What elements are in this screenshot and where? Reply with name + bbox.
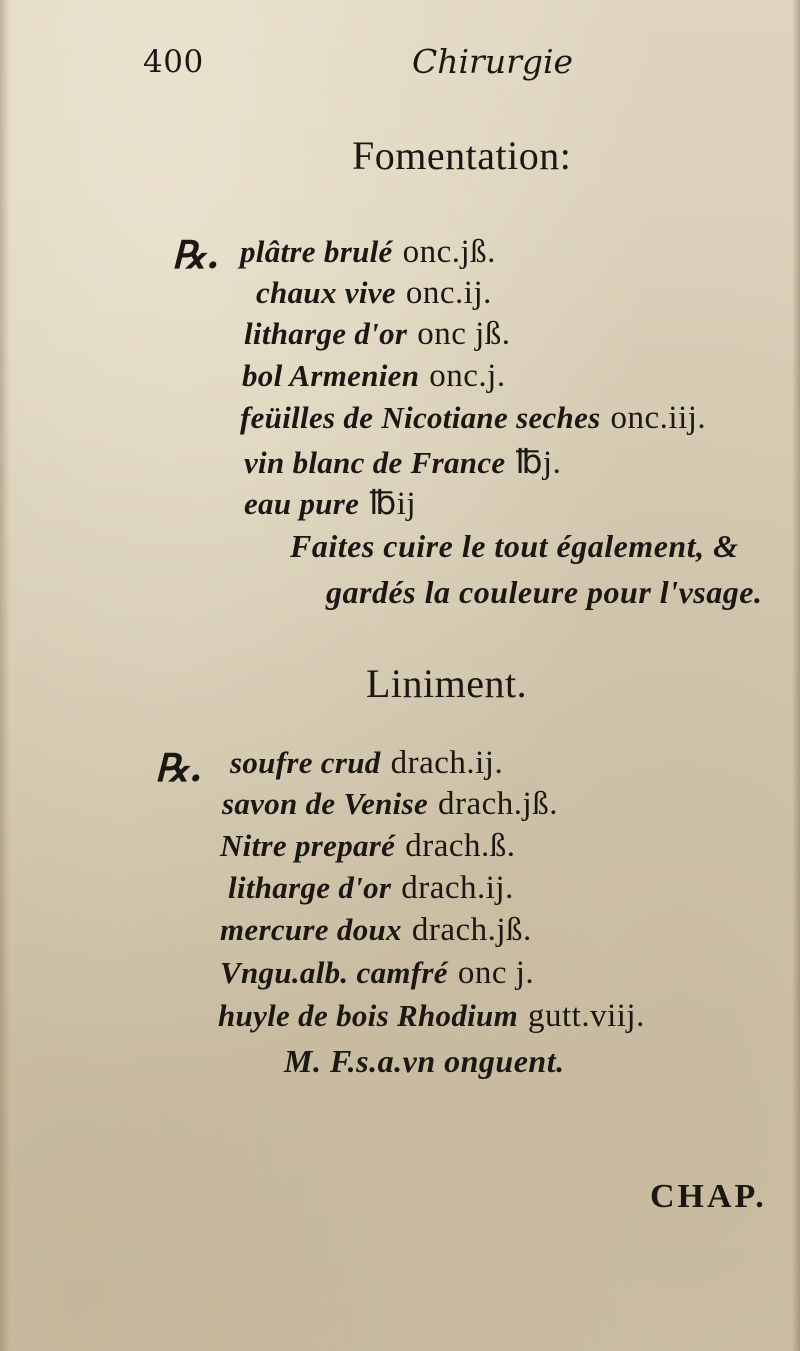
ingredient-quantity: drach.ij. <box>390 745 504 781</box>
instruction-line: gardés la couleure pour l'vsage. <box>326 574 763 610</box>
ingredient-name: eau pure <box>244 486 360 521</box>
ingredient-line <box>230 745 503 782</box>
ingredient-line <box>228 870 514 907</box>
ingredient-line <box>220 912 532 949</box>
ingredient-line <box>244 442 561 482</box>
ingredient-quantity: onc.j. <box>429 358 506 394</box>
ingredient-name: chaux vive <box>256 275 396 310</box>
ingredient-name: mercure doux <box>220 912 402 947</box>
ingredient-quantity: onc j. <box>457 955 535 991</box>
instruction-line: Faites cuire le tout également, & <box>290 528 739 564</box>
ingredient-name: feüilles de Nicotiane seches <box>240 400 601 435</box>
ingredient-name: savon de Venise <box>222 786 428 821</box>
ingredient-quantity: drach.ß. <box>405 828 516 864</box>
ingredient-quantity: drach.jß. <box>411 912 532 948</box>
page-edge-shadow-right <box>792 0 800 1351</box>
ingredient-line <box>240 400 706 437</box>
ingredient-name: litharge d'or <box>244 316 408 351</box>
ingredient-quantity: onc.iij. <box>610 400 707 436</box>
ingredient-quantity: drach.jß. <box>438 786 558 822</box>
catchword: CHAP. <box>650 1178 767 1215</box>
ingredient-name: soufre crud <box>230 745 381 780</box>
ingredient-line <box>242 358 506 395</box>
ingredient-line <box>240 234 496 271</box>
ingredient-quantity: ℔ij <box>369 486 417 522</box>
ingredient-quantity: onc.jß. <box>402 234 496 270</box>
ingredient-line <box>244 316 511 353</box>
recipe-mark-liniment: ℞. <box>155 745 203 790</box>
ingredient-quantity: onc.ij. <box>405 275 492 311</box>
ingredient-line <box>244 483 416 523</box>
ingredient-name: huyle de bois Rhodium <box>218 998 518 1033</box>
ingredient-quantity: drach.ij. <box>401 870 514 906</box>
section-title-fomentation: Fomentation: <box>352 133 572 178</box>
instruction-line: M. F.s.a.vn onguent. <box>284 1043 565 1079</box>
ingredient-quantity: gutt.viij. <box>527 998 645 1034</box>
ingredient-name: bol Armenien <box>242 358 420 393</box>
ingredient-name: Vngu.alb. camfré <box>220 955 448 990</box>
ingredient-line <box>220 955 534 992</box>
section-title-liniment: Liniment. <box>366 661 528 706</box>
ingredient-name: Nitre preparé <box>220 828 396 863</box>
ingredient-name: plâtre brulé <box>240 234 393 269</box>
running-head: Chirurgie <box>412 42 574 81</box>
ingredient-name: vin blanc de France <box>244 445 506 480</box>
recipe-mark-fomentation: ℞. <box>172 232 220 277</box>
ingredient-name: litharge d'or <box>228 870 392 905</box>
ingredient-line <box>218 998 645 1035</box>
ingredient-quantity: onc jß. <box>417 316 511 352</box>
page-number: 400 <box>143 44 204 80</box>
ingredient-line <box>222 786 558 823</box>
ingredient-quantity: ℔j. <box>515 445 562 481</box>
page-edge-shadow-left <box>0 0 10 1351</box>
ingredient-line <box>256 275 492 312</box>
ingredient-line <box>220 828 516 865</box>
